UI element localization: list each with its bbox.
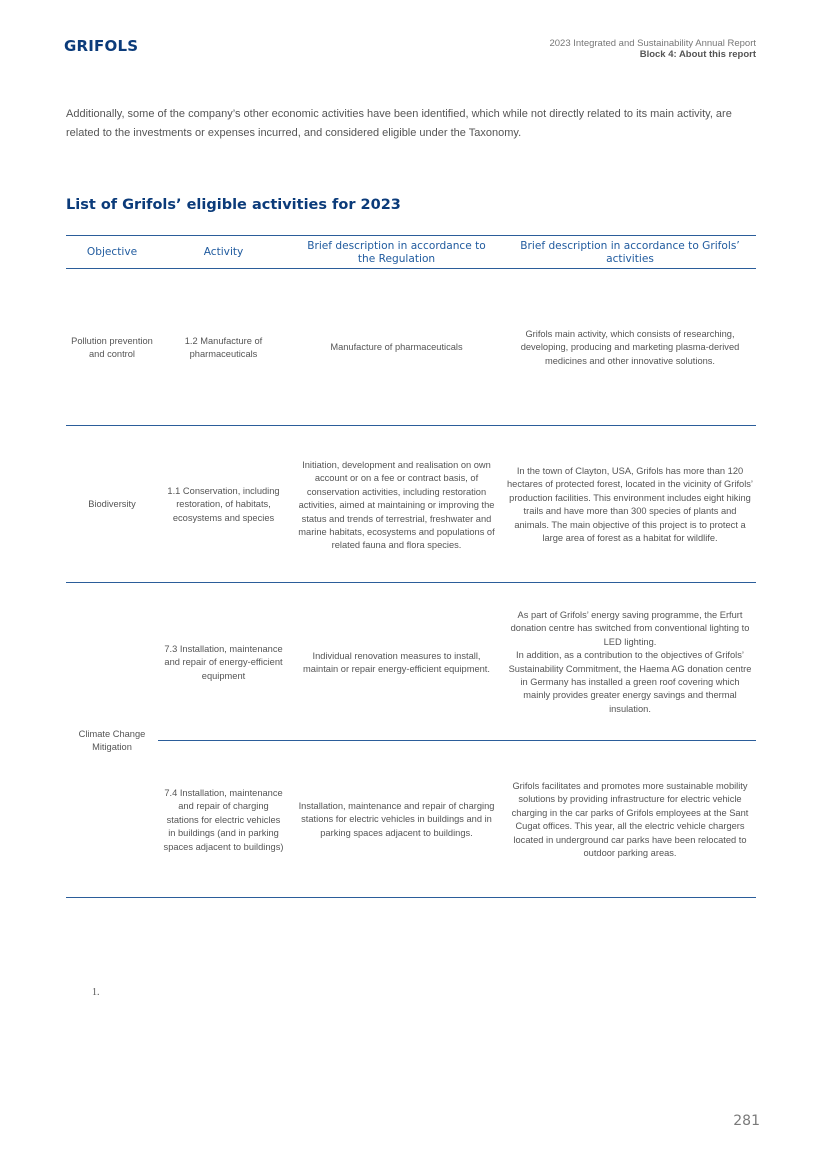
row-activity: 7.3 Installation, maintenance and repair of energy-efficient equipment <box>164 644 283 681</box>
row-grifols <box>507 609 753 716</box>
table-bottom-rule <box>66 897 756 898</box>
row-grifols-line-2: In addition, as a contribution to the objectives of Grifols’ Sustainability Commitment, the Haema AG donation centre in Germany has installed a green roof covering which mainly provides greater energy savings and thermal insulation. <box>508 650 752 714</box>
block-title: Block 4: About this report <box>639 49 756 60</box>
table-top-rule <box>66 235 756 236</box>
page-number: 281 <box>733 1113 760 1129</box>
row-divider <box>66 582 756 583</box>
row-grifols: In the town of Clayton, USA, Grifols has more than 120 hectares of protected forest, located in the vicinity of Grifols’ production facilities. This environment includes eight hiking trails and have more than 300 species of plants and animals. The main objective of this project is to protect a large area of forest as a habitat for wildlife. <box>507 466 753 544</box>
report-header <box>549 38 756 60</box>
header-activity: Activity <box>203 246 244 258</box>
header-objective: Objective <box>86 246 138 258</box>
row-objective: Pollution prevention and control <box>71 336 153 360</box>
row-regulation: Initiation, development and realisation on own account or on a fee or contract basis, of conservation activities, including restoration activities, aimed at maintaining or improving the status and trends of terrestrial, freshwater and marine habitats, ecosystems and populations of related fauna and flora species. <box>298 460 495 551</box>
row-regulation: Manufacture of pharmaceuticals <box>330 342 463 352</box>
intro-paragraph: Additionally, some of the company’s other economic activities have been identified, which while not directly related to its main activity, are related to the investments or expenses incurred, and considered eligible under the Taxonomy. <box>66 108 732 139</box>
row-objective: Biodiversity <box>88 499 136 509</box>
row-regulation: Individual renovation measures to install, maintain or repair energy-efficient equipment. <box>303 651 490 675</box>
row-activity: 1.1 Conservation, including restoration, of habitats, ecosystems and species <box>167 486 280 523</box>
header-bottom-rule <box>66 268 756 269</box>
row-activity: 1.2 Manufacture of pharmaceuticals <box>184 336 263 360</box>
row-objective: Climate Change Mitigation <box>78 729 146 753</box>
header-regulation: Brief description in accordance to the Regulation <box>307 240 486 265</box>
row-grifols: Grifols main activity, which consists of researching, developing, producing and marketing plasma-derived medicines and other innovative solutions. <box>520 329 740 366</box>
row-grifols-line-1: As part of Grifols’ energy saving programme, the Erfurt donation centre has switched from conventional lighting to LED lighting. <box>510 610 750 647</box>
row-grifols: Grifols facilitates and promotes more sustainable mobility solutions by providing infrastructure for electric vehicle charging in the car parks of Grifols employees at the Sant Cugat offices. This year, all the electric vehicle chargers located in underground car parks have been relocated to outdoor parking areas. <box>511 781 749 859</box>
row-divider <box>66 425 756 426</box>
report-title: 2023 Integrated and Sustainability Annual Report <box>549 38 756 49</box>
grifols-logo: GRIFOLS <box>64 37 139 55</box>
sub-row-divider <box>158 740 756 741</box>
footnote: 1. <box>92 987 100 998</box>
section-title: List of Grifols’ eligible activities for 2023 <box>66 197 401 213</box>
row-activity: 7.4 Installation, maintenance and repair of charging stations for electric vehicles in buildings (and in parking spaces adjacent to buildings) <box>163 788 284 852</box>
row-regulation: Installation, maintenance and repair of charging stations for electric vehicles in buildings and in parking spaces adjacent to buildings. <box>298 801 495 838</box>
header-grifols: Brief description in accordance to Grifols’ activities <box>520 240 740 265</box>
